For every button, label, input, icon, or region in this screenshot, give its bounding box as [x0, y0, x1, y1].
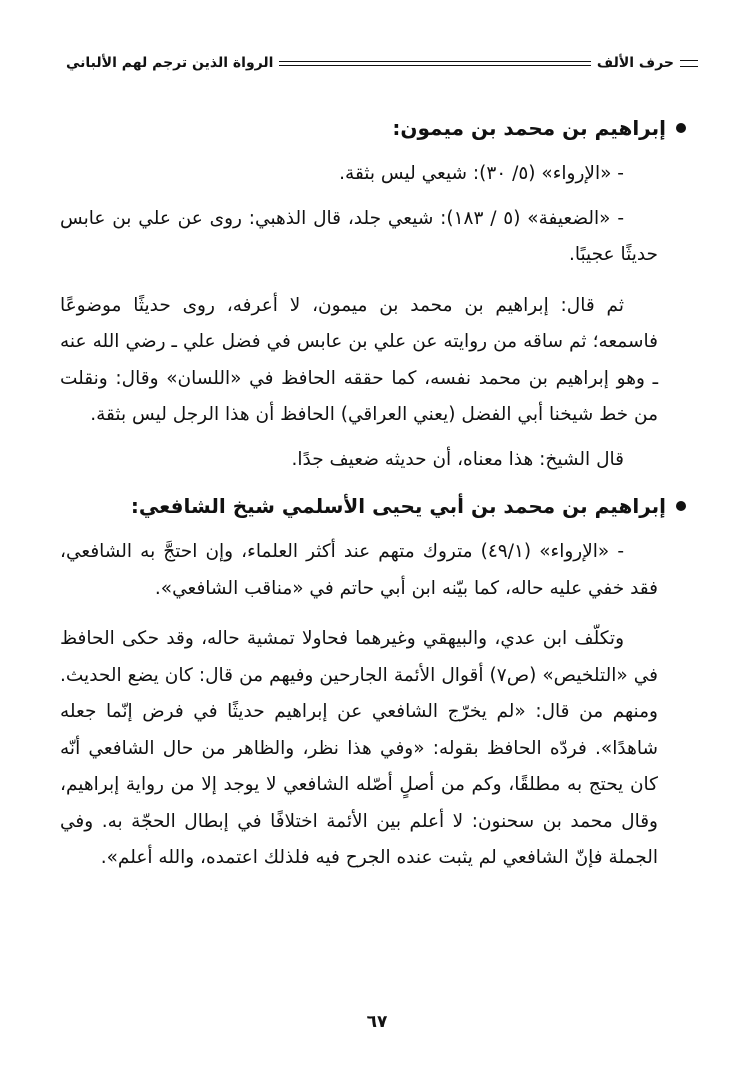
paragraph: - «الإرواء» (٥/ ٣٠): شيعي ليس بثقة.	[339, 163, 624, 184]
entry-heading	[60, 486, 686, 526]
entry-title: إبراهيم بن محمد بن أبي يحيى الأسلمي شيخ الشافعي:	[130, 494, 666, 518]
book-title: الرواة الذين ترجم لهم الألباني	[66, 55, 274, 71]
page-body	[60, 108, 666, 877]
chapter-title: حرف الألف	[596, 55, 674, 71]
header-rule	[279, 61, 590, 66]
page-number: ٦٧	[366, 1012, 388, 1032]
entry-title: إبراهيم بن محمد بن ميمون:	[392, 116, 666, 140]
paragraph: - «الضعيفة» (٥ / ١٨٣): شيعي جلد، قال الذهبي: روى عن علي بن عابس حديثًا عجيبًا.	[60, 207, 658, 265]
running-header	[66, 46, 698, 80]
entry-heading	[60, 108, 686, 148]
bullet-icon	[676, 123, 686, 133]
paragraph: - «الإرواء» (٤٩/١) متروك متهم عند أكثر العلماء، وإن احتجَّ به الشافعي، فقد خفي عليه حاله، كما بيّنه ابن أبي حاتم في «مناقب الشافعي».	[60, 541, 658, 599]
header-ornament	[680, 60, 698, 67]
bullet-icon	[676, 501, 686, 511]
paragraph: قال الشيخ: هذا معناه، أن حديثه ضعيف جدًا.	[291, 448, 624, 470]
paragraph: ثم قال: إبراهيم بن محمد بن ميمون، لا أعرفه، روى حديثًا موضوعًا فاسمعه؛ ثم ساقه من روايته عن علي بن عابس في فضل علي ـ رضي الله عنه ـ وهو إبراهيم بن محمد نفسه، كما حققه الحافظ في «اللسان» وقال: ونقلت من خط شيخنا أبي الفضل (يعني العراقي) الحافظ أن هذا الرجل ليس بثقة.	[60, 294, 658, 425]
paragraph: وتكلّف ابن عدي، والبيهقي وغيرهما فحاولا تمشية حاله، وقد حكى الحافظ في «التلخيص» (ص٧) أقوال الأئمة الجارحين وفيهم من قال: كان يضع الحديث. ومنهم من قال: «لم يخرّج الشافعي عن إبراهيم حديثًا في فرض إنّما جعله شاهدًا». فردّه الحافظ بقوله: «وفي هذا نظر، والظاهر من حال الشافعي أنّه كان يحتج به مطلقًا، وكم من أصلٍ أصّله الشافعي لا يوجد إلا من رواية إبراهيم، وقال محمد بن سحنون: لا أعلم بين الأئمة اختلافًا في إبطال الحجّة به. وفي الجملة فإنّ الشافعي لم يثبت عنده الجرح فيه فلذلك اعتمده، والله أعلم».	[60, 628, 658, 868]
